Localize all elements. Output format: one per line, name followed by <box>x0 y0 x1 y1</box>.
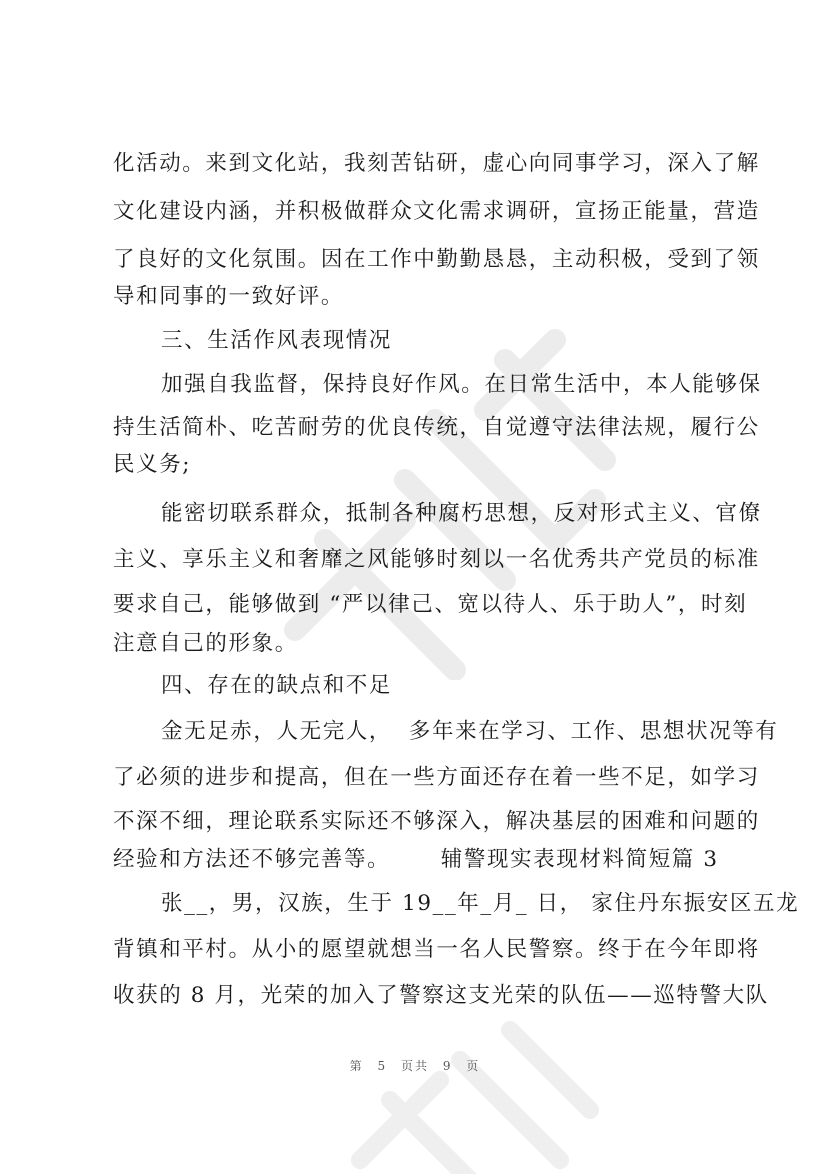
paragraph-line: 文化建设内涵，并积极做群众文化需求调研，宣扬正能量，营造 <box>113 199 760 224</box>
paragraph-line: 收获的 8 月，光荣的加入了警察这支光荣的队伍——巡特警大队 <box>113 983 769 1008</box>
paragraph-line: 金无足赤，人无完人， 多年来在学习、工作、思想状况等有 <box>161 719 779 744</box>
footer-page-number: 5 <box>377 1059 388 1073</box>
footer-prefix: 第 <box>349 1059 364 1073</box>
paragraph-line: 张__，男，汉族，生于 19__年_月_ 日， 家住丹东振安区五龙 <box>161 891 800 916</box>
section-heading: 四、存在的缺点和不足 <box>161 673 393 698</box>
footer-total-pages: 9 <box>442 1059 453 1073</box>
paragraph-line: 不深不细，理论联系实际还不够深入，解决基层的困难和问题的 <box>113 809 760 834</box>
paragraph-line: 背镇和平村。从小的愿望就想当一名人民警察。终于在今年即将 <box>113 937 760 962</box>
paragraph-line: 化活动。来到文化站，我刻苦钻研，虚心向同事学习，深入了解 <box>113 151 760 176</box>
section-heading: 三、生活作风表现情况 <box>161 328 393 353</box>
footer-middle: 页共 <box>400 1059 429 1073</box>
paragraph-line: 了必须的进步和提高，但在一些方面还存在着一些不足，如学习 <box>113 765 760 790</box>
paragraph-line: 了良好的文化氛围。因在工作中勤勤恳恳，主动积极，受到了领 <box>113 247 760 272</box>
paragraph-line: 导和同事的一致好评。 <box>113 284 345 309</box>
page-footer <box>0 1057 830 1074</box>
paragraph-line: 经验和方法还不够完善等。 辅警现实表现材料简短篇 3 <box>113 847 719 872</box>
watermark-logo-icon-lower <box>330 1000 630 1174</box>
footer-suffix: 页 <box>466 1059 481 1073</box>
watermark-logo-icon <box>255 300 635 680</box>
paragraph-line: 能密切联系群众，抵制各种腐朽思想，反对形式主义、官僚 <box>161 501 762 526</box>
paragraph-line: 注意自己的形象。 <box>113 631 298 656</box>
paragraph-line: 民义务; <box>113 452 192 477</box>
paragraph-line: 要求自己，能够做到 “严以律己、宽以待人、乐于助人”，时刻 <box>113 592 748 617</box>
paragraph-line: 持生活简朴、吃苦耐劳的优良传统，自觉遵守法律法规，履行公 <box>113 415 760 440</box>
paragraph-line: 加强自我监督，保持良好作风。在日常生活中，本人能够保 <box>161 372 762 397</box>
paragraph-line: 主义、享乐主义和奢靡之风能够时刻以一名优秀共产党员的标准 <box>113 547 760 572</box>
